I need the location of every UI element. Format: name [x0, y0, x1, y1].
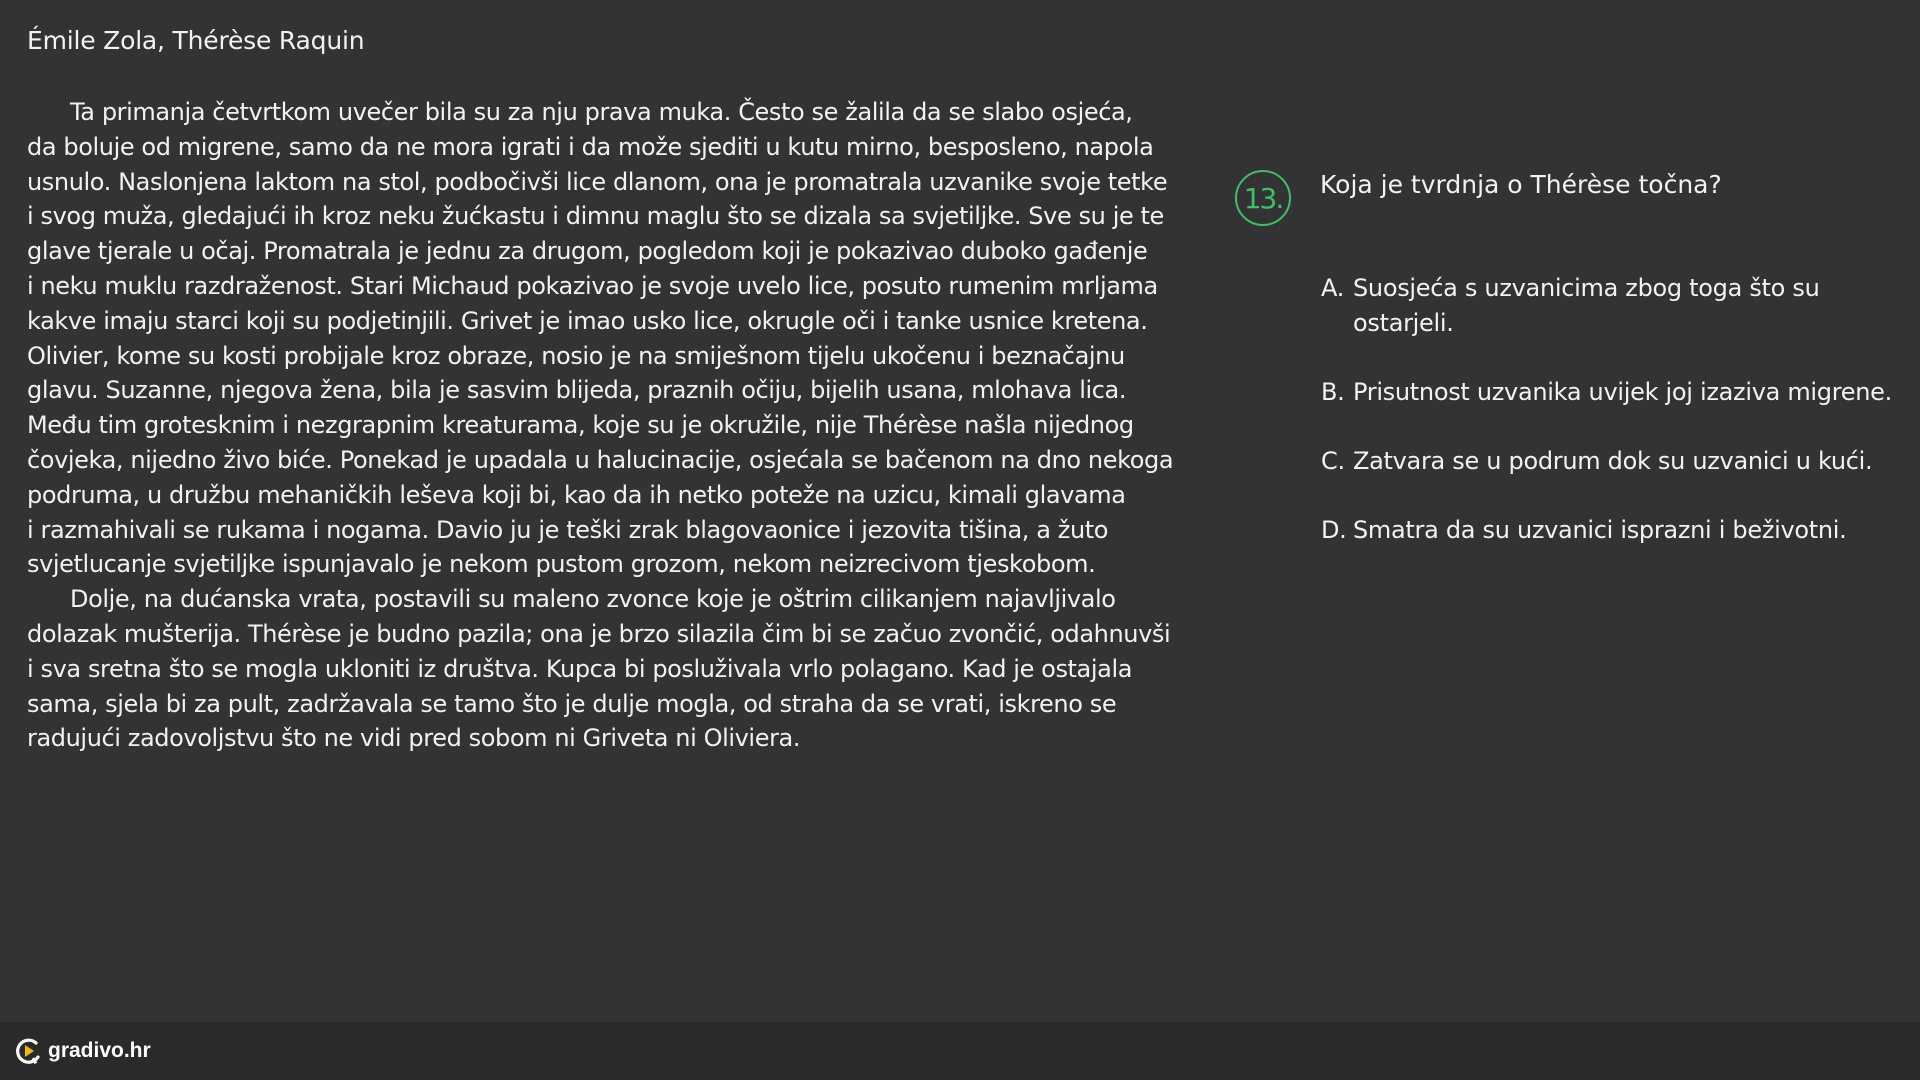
option-letter: A. — [1321, 274, 1345, 302]
option-text: Zatvara se u podrum dok su uzvanici u kući. — [1353, 447, 1873, 475]
option-letter: C. — [1321, 447, 1345, 475]
answer-options — [1321, 271, 1901, 553]
passage-line: da boluje od migrene, samo da ne mora igrati i da može sjediti u kutu mirno, besposleno, napola — [27, 132, 1154, 161]
footer-bar — [0, 1022, 1920, 1080]
question-number-badge: 13. — [1235, 170, 1291, 226]
option-text: Prisutnost uzvanika uvijek joj izaziva migrene. — [1353, 378, 1892, 406]
passage-line: i razmahivali se rukama i nogama. Davio ju je teški zrak blagovaonice i jezovita tišina, a žuto — [27, 515, 1109, 544]
answer-option-c[interactable] — [1321, 444, 1901, 513]
passage-line: dolazak mušterija. Thérèse je budno pazila; ona je brzo silazila čim bi se začuo zvončić, odahnuvši — [27, 619, 1171, 648]
passage-line: Olivier, kome su kosti probijale kroz obraze, nosio je na smiješnom tijelu ukočenu i beznačajnu — [27, 341, 1125, 370]
passage-line: kakve imaju starci koji su podjetinjili. Grivet je imao usko lice, okrugle oči i tanke usnice kretena. — [27, 306, 1148, 335]
passage-line: sama, sjela bi za pult, zadržavala se tamo što je dulje mogla, od straha da se vrati, iskreno se — [27, 689, 1117, 718]
option-letter: B. — [1321, 378, 1345, 406]
passage-line: Ta primanja četvrtkom uvečer bila su za nju prava muka. Često se žalila da se slabo osjeća, — [70, 98, 1133, 126]
passage-title: Émile Zola, Thérèse Raquin — [27, 26, 365, 55]
option-letter: D. — [1321, 516, 1347, 544]
answer-option-d[interactable] — [1321, 513, 1901, 553]
passage-line: i sva sretna što se mogla ukloniti iz društva. Kupca bi posluživala vrlo polagano. Kad je ostajala — [27, 654, 1133, 683]
passage-line: Dolje, na dućanska vrata, postavili su maleno zvonce koje je oštrim cilikanjem najavljivalo — [70, 585, 1116, 614]
gradivo-logo-icon — [14, 1036, 42, 1066]
reading-passage — [27, 95, 1197, 756]
answer-option-a[interactable] — [1321, 271, 1901, 375]
option-text: Suosjeća s uzvanicima zbog toga što su ostarjeli. — [1353, 274, 1820, 337]
passage-line: usnulo. Naslonjena laktom na stol, podbočivši lice dlanom, ona je promatrala uzvanike svoje tetke — [27, 167, 1168, 196]
passage-line: radujući zadovoljstvu što ne vidi pred sobom ni Griveta ni Oliviera. — [27, 724, 801, 753]
question-text: Koja je tvrdnja o Thérèse točna? — [1320, 170, 1722, 199]
answer-option-b[interactable] — [1321, 375, 1901, 444]
passage-line: i neku muklu razdraženost. Stari Michaud pokazivao je svoje uvelo lice, posuto rumenim mrljama — [27, 271, 1158, 300]
passage-line: svjetlucanje svjetiljke ispunjavalo je nekom pustom grozom, nekom neizrecivom tjeskobom. — [27, 550, 1096, 579]
passage-line: čovjeka, nijedno živo biće. Ponekad je upadala u halucinacije, osjećala se bačenom na dno nekoga — [27, 445, 1174, 474]
passage-line: Među tim grotesknim i nezgrapnim kreaturama, koje su je okružile, nije Thérèse našla nijednog — [27, 411, 1134, 440]
brand-name: gradivo.hr — [48, 1039, 151, 1062]
passage-line: glavu. Suzanne, njegova žena, bila je sasvim blijeda, praznih očiju, bijelih usana, mlohava lica. — [27, 376, 1127, 405]
brand-logo-link[interactable] — [14, 1036, 151, 1066]
passage-line: glave tjerale u očaj. Promatrala je jednu za drugom, pogledom koji je pokazivao duboko gađenje — [27, 237, 1148, 266]
option-text: Smatra da su uzvanici isprazni i beživotni. — [1353, 516, 1847, 544]
passage-line: i svog muža, gledajući ih kroz neku žućkastu i dimnu maglu što se dizala sa svjetiljke. Sve su je te — [27, 202, 1164, 231]
passage-line: podruma, u družbu mehaničkih leševa koji bi, kao da ih netko poteže na uzicu, kimali glavama — [27, 480, 1126, 509]
